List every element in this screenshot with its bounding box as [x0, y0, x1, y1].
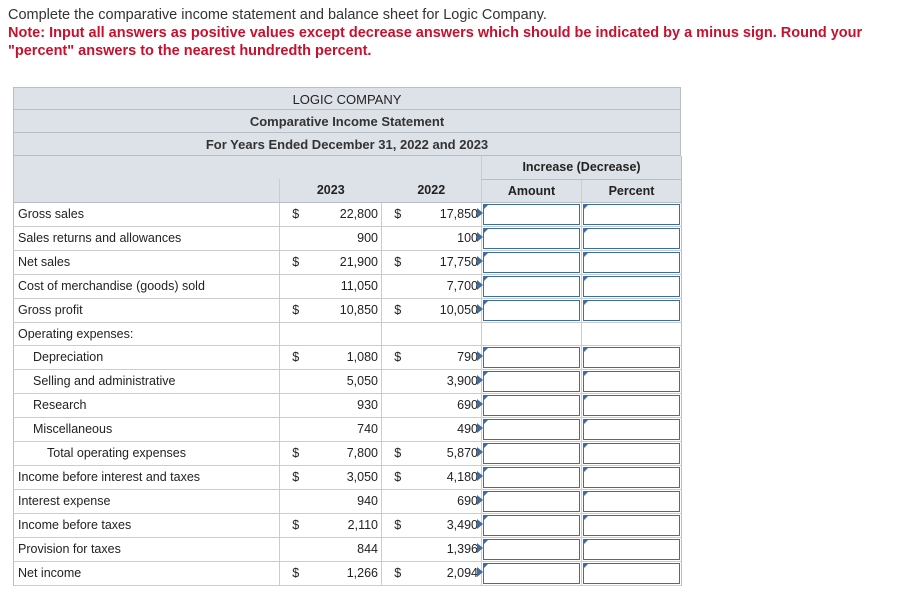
- currency-2023: [280, 226, 312, 250]
- column-header-row-1: [14, 156, 682, 179]
- amount-input[interactable]: [483, 300, 580, 321]
- percent-cell: [582, 250, 682, 274]
- percent-input[interactable]: [583, 371, 680, 392]
- amount-cell: [482, 537, 582, 561]
- currency-2023: $: [280, 202, 312, 226]
- instruction-note: Note: Input all answers as positive values except decrease answers which should be indicated by a minus sign. Round your "percent" answers to the nearest hundredth percent.: [8, 25, 863, 59]
- amount-input[interactable]: [483, 371, 580, 392]
- row-label: Income before taxes: [14, 513, 280, 537]
- table-row: [14, 274, 682, 298]
- value-2022-text: 1,396: [446, 542, 478, 556]
- amount-input[interactable]: [483, 539, 580, 560]
- amount-cell: [482, 465, 582, 489]
- percent-cell: [582, 226, 682, 250]
- currency-2022: [382, 369, 414, 393]
- amount-cell: [482, 489, 582, 513]
- currency-2023: [280, 537, 312, 561]
- percent-header: Percent: [582, 179, 682, 202]
- value-2022-text: 100: [457, 231, 478, 245]
- year-2022-header: 2022: [382, 179, 482, 202]
- amount-cell: [482, 513, 582, 537]
- value-2022-text: 690: [457, 398, 478, 412]
- value-2022: [414, 226, 482, 250]
- amount-cell: [482, 369, 582, 393]
- percent-input[interactable]: [583, 395, 680, 416]
- table-row: [14, 561, 682, 585]
- value-2022: [414, 369, 482, 393]
- value-2023: 1,080: [312, 345, 382, 369]
- percent-input[interactable]: [583, 539, 680, 560]
- table-row: [14, 393, 682, 417]
- percent-input[interactable]: [583, 443, 680, 464]
- percent-cell: [582, 537, 682, 561]
- statement-period: For Years Ended December 31, 2022 and 2023: [13, 133, 681, 156]
- increase-decrease-header: Increase (Decrease): [482, 156, 682, 179]
- amount-input[interactable]: [483, 563, 580, 584]
- currency-2022: $: [382, 441, 414, 465]
- row-label: Operating expenses:: [14, 322, 280, 345]
- currency-2022: [382, 537, 414, 561]
- percent-input[interactable]: [583, 515, 680, 536]
- value-2022: [414, 441, 482, 465]
- percent-input[interactable]: [583, 467, 680, 488]
- row-label: Depreciation: [14, 345, 280, 369]
- amount-input[interactable]: [483, 515, 580, 536]
- value-2023: 2,110: [312, 513, 382, 537]
- currency-2023: [280, 322, 312, 345]
- value-2023: 740: [312, 417, 382, 441]
- amount-input[interactable]: [483, 276, 580, 297]
- table-row: [14, 441, 682, 465]
- value-2023: 3,050: [312, 465, 382, 489]
- percent-cell: [582, 298, 682, 322]
- amount-cell: [482, 250, 582, 274]
- row-label: Interest expense: [14, 489, 280, 513]
- amount-cell: [482, 345, 582, 369]
- value-2022-text: 4,180: [446, 470, 478, 484]
- amount-cell: [482, 274, 582, 298]
- percent-cell: [582, 561, 682, 585]
- percent-input[interactable]: [583, 204, 680, 225]
- currency-2023: [280, 417, 312, 441]
- amount-input[interactable]: [483, 252, 580, 273]
- value-2022-text: 17,850: [439, 207, 478, 221]
- table-row: [14, 489, 682, 513]
- value-2022: [414, 393, 482, 417]
- currency-2023: [280, 369, 312, 393]
- table-row: [14, 369, 682, 393]
- value-2023: 5,050: [312, 369, 382, 393]
- value-2022: [414, 489, 482, 513]
- row-label: Provision for taxes: [14, 537, 280, 561]
- percent-input[interactable]: [583, 252, 680, 273]
- amount-cell: [482, 393, 582, 417]
- row-label: Miscellaneous: [14, 417, 280, 441]
- percent-cell: [582, 441, 682, 465]
- income-statement: [13, 87, 681, 586]
- value-2022-text: 3,490: [446, 518, 478, 532]
- row-label: Sales returns and allowances: [14, 226, 280, 250]
- table-row: [14, 465, 682, 489]
- amount-input[interactable]: [483, 467, 580, 488]
- year-2023-header: 2023: [280, 179, 382, 202]
- value-2022-text: 790: [457, 350, 478, 364]
- value-2023: 1,266: [312, 561, 382, 585]
- currency-2022: [382, 226, 414, 250]
- amount-cell: [482, 322, 582, 345]
- percent-input[interactable]: [583, 228, 680, 249]
- value-2023: 930: [312, 393, 382, 417]
- amount-input[interactable]: [483, 347, 580, 368]
- row-label: Gross sales: [14, 202, 280, 226]
- amount-cell: [482, 417, 582, 441]
- row-label: Total operating expenses: [14, 441, 280, 465]
- row-label: Cost of merchandise (goods) sold: [14, 274, 280, 298]
- value-2022: [414, 561, 482, 585]
- amount-header: Amount: [482, 179, 582, 202]
- value-2022-text: 2,094: [446, 566, 478, 580]
- currency-2023: $: [280, 298, 312, 322]
- value-2022: [414, 345, 482, 369]
- value-2022: [414, 513, 482, 537]
- currency-2022: $: [382, 250, 414, 274]
- currency-2023: [280, 274, 312, 298]
- table-row: [14, 202, 682, 226]
- row-label: Income before interest and taxes: [14, 465, 280, 489]
- percent-cell: [582, 322, 682, 345]
- value-2023: 7,800: [312, 441, 382, 465]
- amount-cell: [482, 441, 582, 465]
- percent-cell: [582, 202, 682, 226]
- amount-input[interactable]: [483, 443, 580, 464]
- table-row: [14, 513, 682, 537]
- row-label: Net income: [14, 561, 280, 585]
- percent-cell: [582, 489, 682, 513]
- value-2023: 900: [312, 226, 382, 250]
- value-2023: 10,850: [312, 298, 382, 322]
- value-2023: [312, 322, 382, 345]
- table-row: [14, 250, 682, 274]
- value-2022-text: 3,900: [446, 374, 478, 388]
- percent-cell: [582, 274, 682, 298]
- currency-2022: [382, 393, 414, 417]
- amount-input[interactable]: [483, 419, 580, 440]
- row-label: Net sales: [14, 250, 280, 274]
- value-2022: [414, 322, 482, 345]
- percent-input[interactable]: [583, 276, 680, 297]
- value-2023: 22,800: [312, 202, 382, 226]
- value-2023: 21,900: [312, 250, 382, 274]
- amount-cell: [482, 298, 582, 322]
- instruction-text: Complete the comparative income statement and balance sheet for Logic Company.: [8, 7, 547, 23]
- currency-2023: [280, 489, 312, 513]
- currency-2023: $: [280, 250, 312, 274]
- currency-2022: [382, 417, 414, 441]
- amount-cell: [482, 226, 582, 250]
- amount-input[interactable]: [483, 228, 580, 249]
- currency-2022: [382, 274, 414, 298]
- value-2022: [414, 274, 482, 298]
- table-row: [14, 417, 682, 441]
- percent-cell: [582, 369, 682, 393]
- table-row: [14, 226, 682, 250]
- currency-2023: $: [280, 513, 312, 537]
- value-2022-text: 17,750: [439, 255, 478, 269]
- value-2022: [414, 465, 482, 489]
- statement-table: [13, 156, 682, 586]
- currency-2022: $: [382, 298, 414, 322]
- statement-title: Comparative Income Statement: [13, 110, 681, 133]
- value-2022: [414, 417, 482, 441]
- value-2022: [414, 298, 482, 322]
- value-2022-text: 5,870: [446, 446, 478, 460]
- amount-input[interactable]: [483, 395, 580, 416]
- table-row: [14, 298, 682, 322]
- value-2023: 940: [312, 489, 382, 513]
- currency-2023: $: [280, 345, 312, 369]
- percent-input[interactable]: [583, 300, 680, 321]
- currency-2022: $: [382, 465, 414, 489]
- percent-input[interactable]: [583, 563, 680, 584]
- value-2022-text: 7,700: [446, 279, 478, 293]
- percent-cell: [582, 393, 682, 417]
- percent-cell: [582, 513, 682, 537]
- amount-cell: [482, 561, 582, 585]
- percent-cell: [582, 345, 682, 369]
- currency-2022: $: [382, 513, 414, 537]
- value-2022-text: 10,050: [439, 303, 478, 317]
- amount-cell: [482, 202, 582, 226]
- currency-2023: $: [280, 441, 312, 465]
- currency-2022: $: [382, 561, 414, 585]
- table-row: [14, 537, 682, 561]
- currency-2023: $: [280, 561, 312, 585]
- value-2023: 11,050: [312, 274, 382, 298]
- value-2022-text: 690: [457, 494, 478, 508]
- percent-cell: [582, 417, 682, 441]
- amount-input[interactable]: [483, 491, 580, 512]
- percent-input[interactable]: [583, 347, 680, 368]
- currency-2023: $: [280, 465, 312, 489]
- row-label: Gross profit: [14, 298, 280, 322]
- value-2022: [414, 537, 482, 561]
- currency-2023: [280, 393, 312, 417]
- currency-2022: [382, 489, 414, 513]
- amount-input[interactable]: [483, 204, 580, 225]
- percent-cell: [582, 465, 682, 489]
- percent-input[interactable]: [583, 491, 680, 512]
- currency-2022: $: [382, 345, 414, 369]
- row-label: Selling and administrative: [14, 369, 280, 393]
- percent-input[interactable]: [583, 419, 680, 440]
- currency-2022: $: [382, 202, 414, 226]
- table-row: [14, 322, 682, 345]
- row-label: Research: [14, 393, 280, 417]
- instructions: [8, 6, 900, 60]
- company-name: LOGIC COMPANY: [13, 87, 681, 110]
- column-header-row-2: [14, 179, 682, 202]
- value-2022: [414, 202, 482, 226]
- value-2022-text: 490: [457, 422, 478, 436]
- currency-2022: [382, 322, 414, 345]
- table-row: [14, 345, 682, 369]
- value-2023: 844: [312, 537, 382, 561]
- value-2022: [414, 250, 482, 274]
